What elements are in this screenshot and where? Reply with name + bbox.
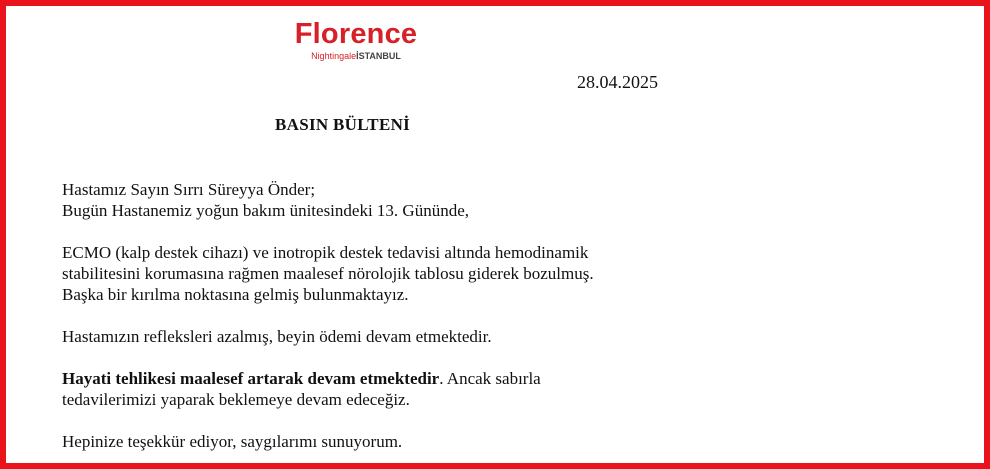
paragraph-line: Hastamızın refleksleri azalmış, beyin ödemi devam etmektedir. — [62, 327, 492, 346]
hospital-logo — [281, 18, 431, 62]
logo-subtitle-city: İSTANBUL — [356, 51, 401, 61]
logo-wordmark: Florence — [294, 18, 418, 50]
greeting-line: Bugün Hastanemiz yoğun bakım ünitesindeki 13. Gününde, — [62, 201, 469, 220]
logo-subtitle-prefix: Nightingale — [311, 51, 357, 61]
document-body — [62, 179, 702, 452]
paragraph-line — [62, 368, 702, 389]
paragraph-line: Başka bir kırılma noktasına gelmiş bulunmaktayız. — [62, 285, 409, 304]
greeting-line: Hastamız Sayın Sırrı Süreyya Önder; — [62, 180, 316, 199]
emphasis-text: Hayati tehlikesi maalesef artarak devam etmektedir — [62, 369, 440, 388]
paragraph-line: stabilitesini korumasına rağmen maalesef nörolojik tablosu giderek bozulmuş. — [62, 264, 594, 283]
logo-subtitle — [281, 51, 431, 62]
document-title: BASIN BÜLTENİ — [275, 115, 411, 134]
closing-line: Hepinize teşekkür ediyor, saygılarımı sunuyorum. — [62, 432, 403, 451]
paragraph-line: ECMO (kalp destek cihazı) ve inotropik destek tedavisi altında hemodinamik — [62, 243, 589, 262]
paragraph-text: . Ancak sabırla — [439, 369, 541, 388]
document-date: 28.04.2025 — [577, 72, 658, 92]
paragraph-line: tedavilerimizi yaparak beklemeye devam edeceğiz. — [62, 390, 410, 409]
